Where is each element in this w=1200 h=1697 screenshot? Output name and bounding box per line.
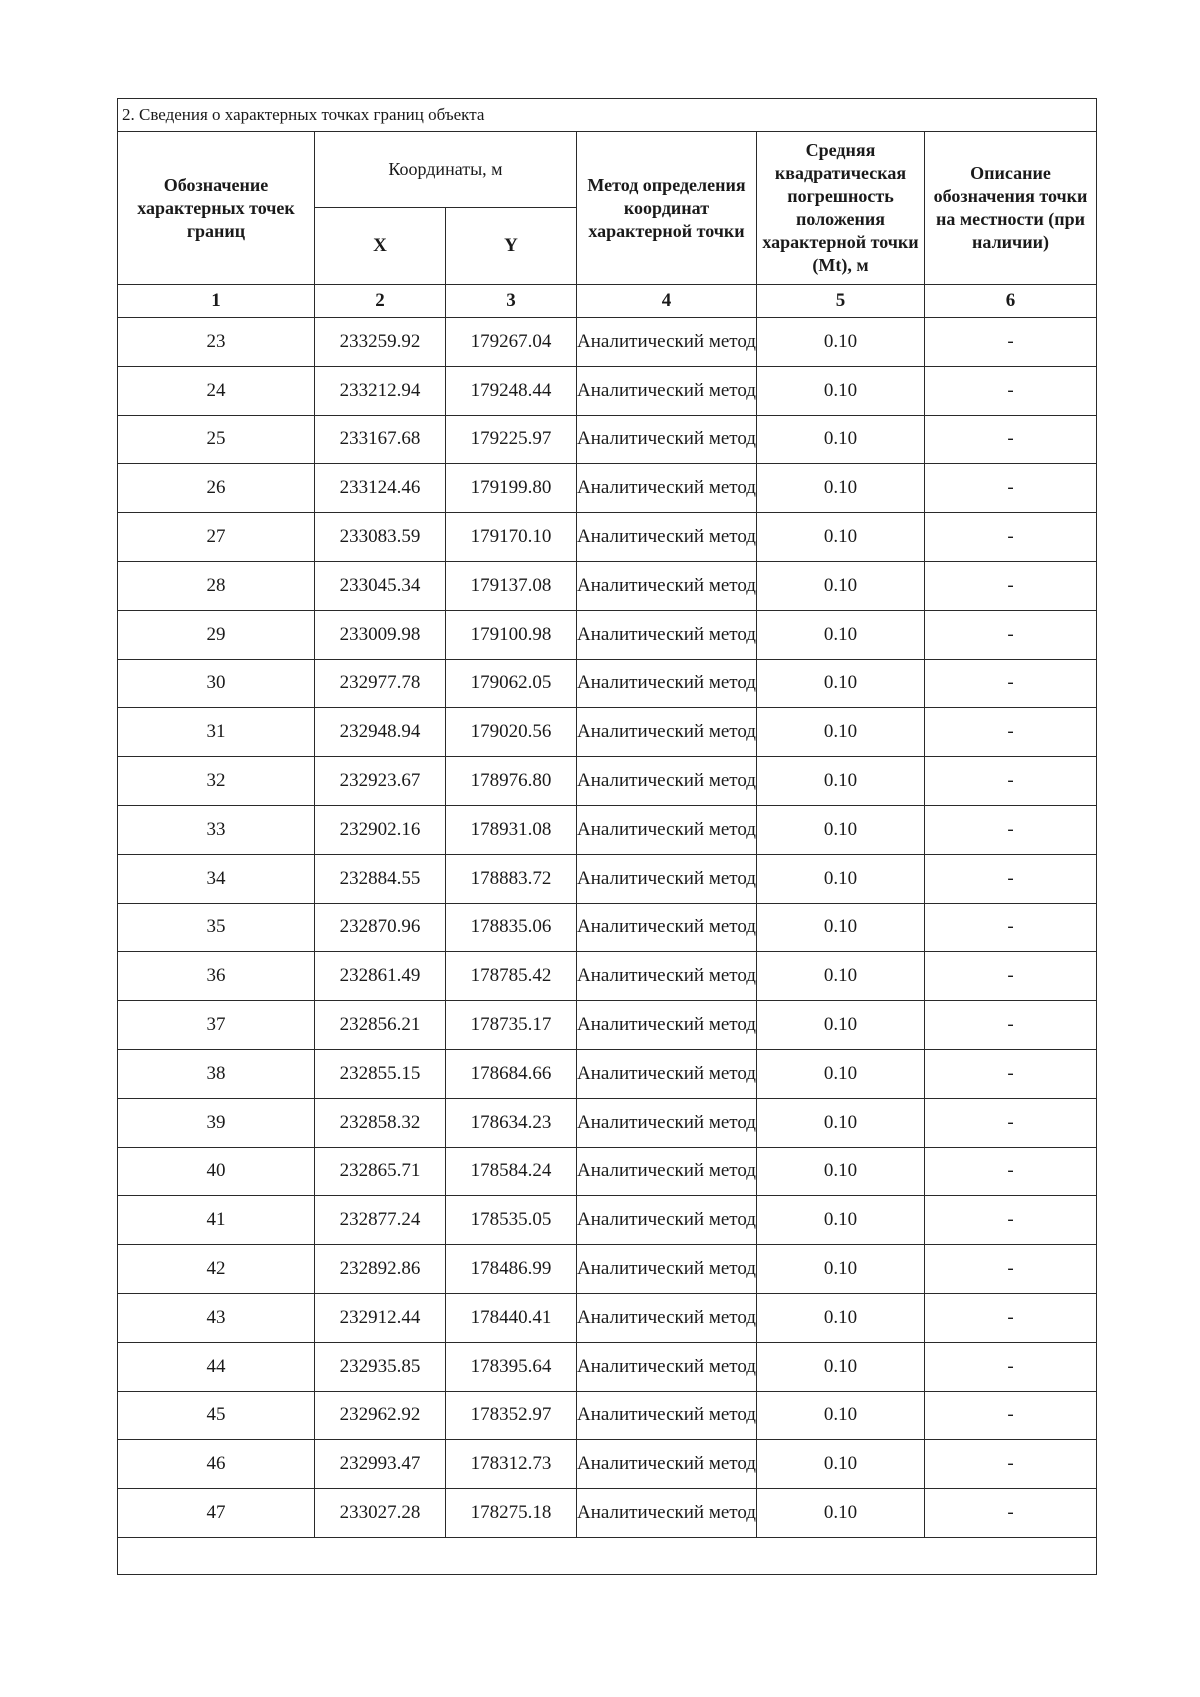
method-cell: Аналитический метод	[577, 854, 757, 903]
y-coordinate-cell: 179170.10	[446, 513, 577, 562]
point-number-cell: 42	[118, 1245, 315, 1294]
description-cell: -	[925, 708, 1097, 757]
method-cell: Аналитический метод	[577, 805, 757, 854]
mean-error-cell: 0.10	[757, 1342, 925, 1391]
description-cell: -	[925, 659, 1097, 708]
y-coordinate-cell: 178395.64	[446, 1342, 577, 1391]
boundary-points-table	[117, 98, 1097, 1575]
point-number-cell: 32	[118, 757, 315, 806]
description-cell: -	[925, 464, 1097, 513]
point-number-cell: 39	[118, 1098, 315, 1147]
point-number-cell: 30	[118, 659, 315, 708]
point-number-cell: 34	[118, 854, 315, 903]
x-coordinate-cell: 233167.68	[315, 415, 446, 464]
method-cell: Аналитический метод	[577, 1440, 757, 1489]
x-coordinate-cell: 232861.49	[315, 952, 446, 1001]
method-cell: Аналитический метод	[577, 1489, 757, 1538]
description-cell: -	[925, 318, 1097, 367]
point-number-cell: 43	[118, 1293, 315, 1342]
description-cell: -	[925, 757, 1097, 806]
point-number-cell: 37	[118, 1001, 315, 1050]
table-body	[118, 318, 1097, 1538]
table-row	[118, 1001, 1097, 1050]
table-row	[118, 1293, 1097, 1342]
point-number-cell: 47	[118, 1489, 315, 1538]
header-mean-error: Средняя квадратическая погрешность положения характерной точки (Mt), м	[757, 132, 925, 285]
mean-error-cell: 0.10	[757, 1147, 925, 1196]
method-cell: Аналитический метод	[577, 1001, 757, 1050]
point-number-cell: 23	[118, 318, 315, 367]
mean-error-cell: 0.10	[757, 854, 925, 903]
column-number: 5	[757, 285, 925, 318]
description-cell: -	[925, 1489, 1097, 1538]
table-row	[118, 1245, 1097, 1294]
point-number-cell: 27	[118, 513, 315, 562]
description-cell: -	[925, 513, 1097, 562]
column-number: 2	[315, 285, 446, 318]
x-coordinate-cell: 232892.86	[315, 1245, 446, 1294]
header-x: X	[315, 208, 446, 285]
method-cell: Аналитический метод	[577, 903, 757, 952]
table-row	[118, 1489, 1097, 1538]
y-coordinate-cell: 179137.08	[446, 561, 577, 610]
table-row	[118, 1440, 1097, 1489]
column-number: 1	[118, 285, 315, 318]
point-number-cell: 36	[118, 952, 315, 1001]
x-coordinate-cell: 233045.34	[315, 561, 446, 610]
method-cell: Аналитический метод	[577, 1049, 757, 1098]
y-coordinate-cell: 178275.18	[446, 1489, 577, 1538]
mean-error-cell: 0.10	[757, 952, 925, 1001]
mean-error-cell: 0.10	[757, 1196, 925, 1245]
mean-error-cell: 0.10	[757, 805, 925, 854]
y-coordinate-cell: 179248.44	[446, 366, 577, 415]
description-cell: -	[925, 561, 1097, 610]
description-cell: -	[925, 1391, 1097, 1440]
x-coordinate-cell: 233083.59	[315, 513, 446, 562]
description-cell: -	[925, 1293, 1097, 1342]
table-row	[118, 318, 1097, 367]
method-cell: Аналитический метод	[577, 952, 757, 1001]
y-coordinate-cell: 179267.04	[446, 318, 577, 367]
table-row	[118, 415, 1097, 464]
y-coordinate-cell: 178486.99	[446, 1245, 577, 1294]
y-coordinate-cell: 179062.05	[446, 659, 577, 708]
table-row	[118, 1196, 1097, 1245]
table-row	[118, 854, 1097, 903]
description-cell: -	[925, 610, 1097, 659]
method-cell: Аналитический метод	[577, 366, 757, 415]
method-cell: Аналитический метод	[577, 659, 757, 708]
x-coordinate-cell: 232902.16	[315, 805, 446, 854]
mean-error-cell: 0.10	[757, 610, 925, 659]
point-number-cell: 44	[118, 1342, 315, 1391]
method-cell: Аналитический метод	[577, 1147, 757, 1196]
y-coordinate-cell: 178931.08	[446, 805, 577, 854]
description-cell: -	[925, 1049, 1097, 1098]
point-number-cell: 29	[118, 610, 315, 659]
table-row	[118, 708, 1097, 757]
description-cell: -	[925, 1098, 1097, 1147]
point-number-cell: 28	[118, 561, 315, 610]
y-coordinate-cell: 178312.73	[446, 1440, 577, 1489]
point-number-cell: 46	[118, 1440, 315, 1489]
mean-error-cell: 0.10	[757, 1245, 925, 1294]
table-row	[118, 659, 1097, 708]
table-row	[118, 513, 1097, 562]
y-coordinate-cell: 179225.97	[446, 415, 577, 464]
x-coordinate-cell: 233009.98	[315, 610, 446, 659]
x-coordinate-cell: 232977.78	[315, 659, 446, 708]
description-cell: -	[925, 1196, 1097, 1245]
method-cell: Аналитический метод	[577, 1098, 757, 1147]
x-coordinate-cell: 232877.24	[315, 1196, 446, 1245]
column-number: 4	[577, 285, 757, 318]
description-cell: -	[925, 903, 1097, 952]
y-coordinate-cell: 179100.98	[446, 610, 577, 659]
header-point-designation: Обозначение характерных точек границ	[118, 132, 315, 285]
y-coordinate-cell: 179020.56	[446, 708, 577, 757]
description-cell: -	[925, 854, 1097, 903]
x-coordinate-cell: 233212.94	[315, 366, 446, 415]
mean-error-cell: 0.10	[757, 513, 925, 562]
x-coordinate-cell: 232870.96	[315, 903, 446, 952]
point-number-cell: 41	[118, 1196, 315, 1245]
mean-error-cell: 0.10	[757, 1049, 925, 1098]
method-cell: Аналитический метод	[577, 561, 757, 610]
x-coordinate-cell: 232855.15	[315, 1049, 446, 1098]
method-cell: Аналитический метод	[577, 464, 757, 513]
point-number-cell: 31	[118, 708, 315, 757]
y-coordinate-cell: 178634.23	[446, 1098, 577, 1147]
table-row	[118, 903, 1097, 952]
mean-error-cell: 0.10	[757, 464, 925, 513]
x-coordinate-cell: 232884.55	[315, 854, 446, 903]
x-coordinate-cell: 233259.92	[315, 318, 446, 367]
method-cell: Аналитический метод	[577, 610, 757, 659]
table-row	[118, 1098, 1097, 1147]
mean-error-cell: 0.10	[757, 1098, 925, 1147]
description-cell: -	[925, 1342, 1097, 1391]
x-coordinate-cell: 232935.85	[315, 1342, 446, 1391]
description-cell: -	[925, 1245, 1097, 1294]
header-description: Описание обозначения точки на местности (при наличии)	[925, 132, 1097, 285]
point-number-cell: 38	[118, 1049, 315, 1098]
method-cell: Аналитический метод	[577, 1196, 757, 1245]
table-row	[118, 757, 1097, 806]
x-coordinate-cell: 232856.21	[315, 1001, 446, 1050]
method-cell: Аналитический метод	[577, 1391, 757, 1440]
table-row	[118, 805, 1097, 854]
method-cell: Аналитический метод	[577, 415, 757, 464]
method-cell: Аналитический метод	[577, 708, 757, 757]
column-number: 6	[925, 285, 1097, 318]
y-coordinate-cell: 178440.41	[446, 1293, 577, 1342]
y-coordinate-cell: 178976.80	[446, 757, 577, 806]
empty-footer-row	[118, 1537, 1097, 1574]
table-row	[118, 561, 1097, 610]
point-number-cell: 40	[118, 1147, 315, 1196]
point-number-cell: 25	[118, 415, 315, 464]
mean-error-cell: 0.10	[757, 561, 925, 610]
point-number-cell: 26	[118, 464, 315, 513]
x-coordinate-cell: 233124.46	[315, 464, 446, 513]
mean-error-cell: 0.10	[757, 366, 925, 415]
x-coordinate-cell: 233027.28	[315, 1489, 446, 1538]
table-row	[118, 366, 1097, 415]
method-cell: Аналитический метод	[577, 318, 757, 367]
mean-error-cell: 0.10	[757, 1440, 925, 1489]
mean-error-cell: 0.10	[757, 757, 925, 806]
table-row	[118, 1049, 1097, 1098]
method-cell: Аналитический метод	[577, 1245, 757, 1294]
table-row	[118, 1342, 1097, 1391]
x-coordinate-cell: 232962.92	[315, 1391, 446, 1440]
y-coordinate-cell: 178684.66	[446, 1049, 577, 1098]
y-coordinate-cell: 179199.80	[446, 464, 577, 513]
column-number: 3	[446, 285, 577, 318]
mean-error-cell: 0.10	[757, 1391, 925, 1440]
x-coordinate-cell: 232948.94	[315, 708, 446, 757]
x-coordinate-cell: 232865.71	[315, 1147, 446, 1196]
point-number-cell: 33	[118, 805, 315, 854]
section-title: 2. Сведения о характерных точках границ объекта	[118, 99, 1097, 132]
x-coordinate-cell: 232912.44	[315, 1293, 446, 1342]
table-row	[118, 464, 1097, 513]
y-coordinate-cell: 178735.17	[446, 1001, 577, 1050]
y-coordinate-cell: 178535.05	[446, 1196, 577, 1245]
y-coordinate-cell: 178785.42	[446, 952, 577, 1001]
y-coordinate-cell: 178352.97	[446, 1391, 577, 1440]
y-coordinate-cell: 178584.24	[446, 1147, 577, 1196]
y-coordinate-cell: 178835.06	[446, 903, 577, 952]
table-row	[118, 952, 1097, 1001]
empty-cell	[118, 1537, 1097, 1574]
method-cell: Аналитический метод	[577, 1342, 757, 1391]
description-cell: -	[925, 366, 1097, 415]
x-coordinate-cell: 232923.67	[315, 757, 446, 806]
description-cell: -	[925, 1001, 1097, 1050]
mean-error-cell: 0.10	[757, 415, 925, 464]
method-cell: Аналитический метод	[577, 1293, 757, 1342]
point-number-cell: 35	[118, 903, 315, 952]
table-row	[118, 1147, 1097, 1196]
mean-error-cell: 0.10	[757, 1293, 925, 1342]
header-coordinates: Координаты, м	[315, 132, 577, 208]
mean-error-cell: 0.10	[757, 1489, 925, 1538]
y-coordinate-cell: 178883.72	[446, 854, 577, 903]
mean-error-cell: 0.10	[757, 659, 925, 708]
header-method: Метод определения координат характерной точки	[577, 132, 757, 285]
description-cell: -	[925, 1440, 1097, 1489]
x-coordinate-cell: 232858.32	[315, 1098, 446, 1147]
table-row	[118, 1391, 1097, 1440]
document-sheet	[117, 98, 1096, 1575]
table-row	[118, 610, 1097, 659]
mean-error-cell: 0.10	[757, 708, 925, 757]
method-cell: Аналитический метод	[577, 757, 757, 806]
description-cell: -	[925, 805, 1097, 854]
header-y: Y	[446, 208, 577, 285]
description-cell: -	[925, 415, 1097, 464]
point-number-cell: 45	[118, 1391, 315, 1440]
mean-error-cell: 0.10	[757, 1001, 925, 1050]
description-cell: -	[925, 1147, 1097, 1196]
column-number-row	[118, 285, 1097, 318]
method-cell: Аналитический метод	[577, 513, 757, 562]
description-cell: -	[925, 952, 1097, 1001]
x-coordinate-cell: 232993.47	[315, 1440, 446, 1489]
mean-error-cell: 0.10	[757, 903, 925, 952]
point-number-cell: 24	[118, 366, 315, 415]
mean-error-cell: 0.10	[757, 318, 925, 367]
